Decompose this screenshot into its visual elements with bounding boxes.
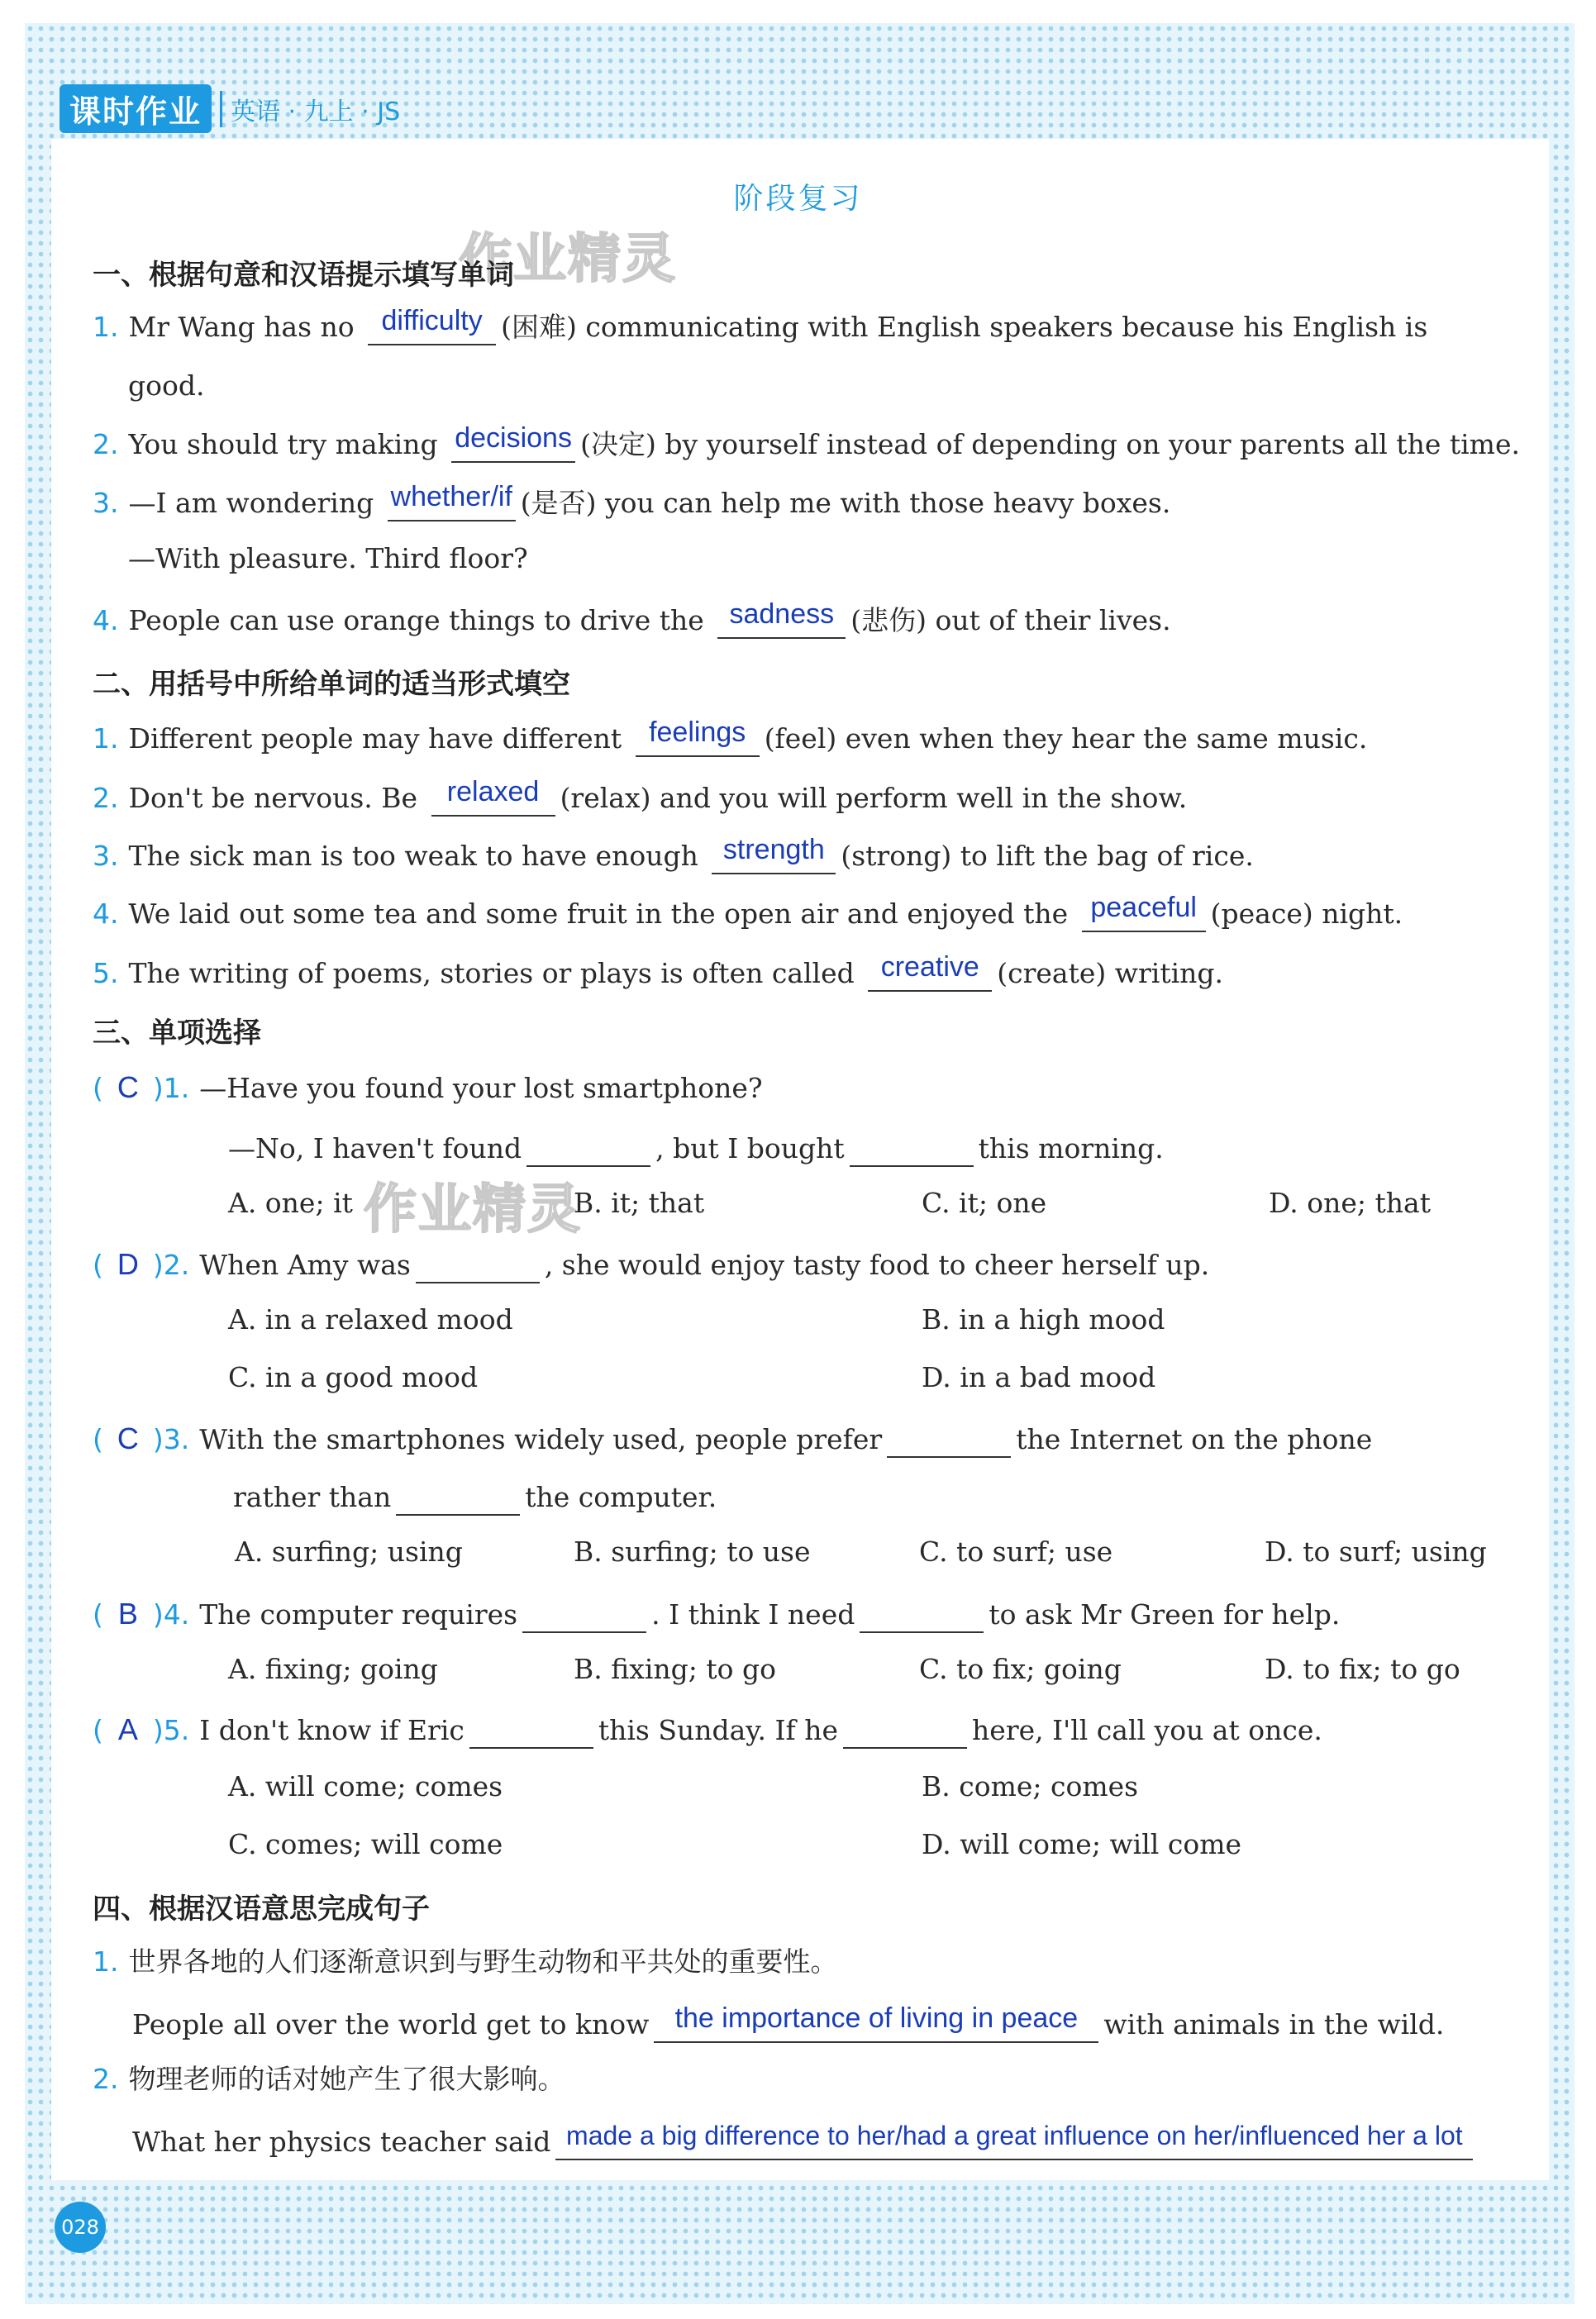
- question-number: 3.: [163, 1423, 190, 1455]
- item-text: (feel) even when they hear the same music.: [764, 722, 1368, 755]
- item-text: The writing of poems, stories or plays is often called: [128, 957, 855, 989]
- item-text: with animals in the wild.: [1103, 2008, 1445, 2040]
- question-text: —Have you found your lost smartphone?: [199, 1072, 763, 1104]
- item-text: Mr Wang has no: [128, 311, 355, 343]
- question-blank[interactable]: [850, 1127, 974, 1167]
- item-number: 2.: [93, 2063, 119, 2095]
- item-text: Different people may have different: [128, 722, 622, 755]
- option-b[interactable]: B. surfing; to use: [574, 1536, 811, 1568]
- s2-item-1: [93, 717, 1367, 757]
- item-text: you can help me with those heavy boxes.: [604, 487, 1171, 519]
- question-number: 4.: [163, 1598, 190, 1631]
- mc-question-2: ( D )2. When Amy was , she would enjoy tasty food to cheer herself up.: [93, 1244, 1209, 1283]
- item-number: 3.: [93, 840, 119, 872]
- option-c[interactable]: C. comes; will come: [228, 1828, 503, 1860]
- s1-item-1: [93, 306, 1427, 345]
- mc-question-4: ( B )4. The computer requires . I think I need to ask Mr Green for help.: [93, 1593, 1340, 1633]
- answer-blank[interactable]: [717, 599, 846, 639]
- item-text: (peace) night.: [1210, 898, 1403, 930]
- answer-blank[interactable]: [712, 835, 836, 874]
- option-d[interactable]: D. will come; will come: [922, 1828, 1242, 1860]
- answer-blank[interactable]: [654, 2003, 1098, 2043]
- watermark-top: 作业精灵: [459, 229, 677, 290]
- item-text: out of their lives.: [935, 604, 1171, 636]
- item-number: 1.: [93, 311, 119, 343]
- s4-item-2-chinese: [93, 2061, 565, 2098]
- option-c[interactable]: C. in a good mood: [228, 1361, 479, 1393]
- question-text: this Sunday. If he: [598, 1714, 839, 1746]
- item-number: 2.: [93, 428, 119, 460]
- item-hint: (悲伤): [850, 604, 927, 636]
- question-text: I don't know if Eric: [199, 1714, 465, 1746]
- mc-question-5: ( A )5. I don't know if Eric this Sunday. If he here, I'll call you at once.: [93, 1709, 1322, 1749]
- answer-blank[interactable]: [868, 952, 992, 992]
- item-text: What her physics teacher said: [132, 2126, 551, 2158]
- answer-text: sadness: [729, 598, 835, 630]
- option-a[interactable]: A. surfing; using: [235, 1536, 463, 1568]
- option-c[interactable]: C. to surf; use: [919, 1536, 1113, 1568]
- section2-heading: 二、用括号中所给单词的适当形式填空: [93, 668, 570, 701]
- header: [60, 84, 400, 133]
- answer-text: whether/if: [390, 481, 512, 512]
- item-text: (relax) and you will perform well in the show.: [560, 782, 1188, 814]
- question-text: the computer.: [525, 1481, 717, 1513]
- option-b[interactable]: B. in a high mood: [922, 1303, 1165, 1336]
- question-number: 2.: [163, 1249, 190, 1281]
- option-d[interactable]: D. in a bad mood: [922, 1361, 1156, 1393]
- choice-answer: D: [117, 1247, 139, 1281]
- question-blank[interactable]: [469, 1709, 593, 1749]
- question-blank[interactable]: [522, 1593, 646, 1633]
- mc-question-1: ( C )1. —Have you found your lost smartphone?: [93, 1070, 763, 1104]
- item-text: (strong) to lift the bag of rice.: [841, 840, 1254, 872]
- option-c[interactable]: C. to fix; going: [919, 1653, 1122, 1685]
- option-d[interactable]: D. to fix; to go: [1265, 1653, 1460, 1685]
- page-title: 阶段复习: [733, 182, 863, 216]
- answer-blank[interactable]: [431, 777, 555, 817]
- answer-blank[interactable]: [555, 2121, 1473, 2160]
- item-hint: (是否): [520, 487, 597, 519]
- question-text: , she would enjoy tasty food to cheer herself up.: [544, 1249, 1210, 1281]
- question-text: , but I bought: [655, 1132, 845, 1164]
- answer-text: peaceful: [1090, 892, 1197, 923]
- item-text: People can use orange things to drive the: [128, 604, 704, 636]
- question-text: the Internet on the phone: [1016, 1423, 1373, 1455]
- answer-text: difficulty: [381, 305, 483, 336]
- s4-item-2-english: [132, 2121, 1478, 2160]
- chinese-sentence: 物理老师的话对她产生了很大影响。: [128, 2063, 565, 2095]
- choice-answer: A: [117, 1712, 138, 1746]
- s4-item-1-chinese: [93, 1944, 838, 1980]
- item-text: (create) writing.: [997, 957, 1224, 989]
- answer-text: relaxed: [446, 776, 540, 807]
- answer-text: decisions: [455, 422, 572, 454]
- option-b[interactable]: B. come; comes: [922, 1770, 1139, 1802]
- header-divider: [220, 91, 222, 127]
- mc-question-3: ( C )3. With the smartphones widely used, people prefer the Internet on the phone: [93, 1418, 1372, 1458]
- question-text: to ask Mr Green for help.: [989, 1598, 1341, 1631]
- question-blank[interactable]: [396, 1476, 520, 1516]
- option-c[interactable]: C. it; one: [922, 1187, 1047, 1219]
- question-blank[interactable]: [526, 1127, 650, 1167]
- question-blank[interactable]: [843, 1709, 967, 1749]
- item-text: People all over the world get to know: [132, 2008, 650, 2040]
- choice-answer: C: [117, 1421, 139, 1455]
- choice-answer: C: [117, 1070, 139, 1104]
- s1-item-3: [93, 482, 1170, 521]
- item-number: 4.: [93, 604, 119, 636]
- item-number: 1.: [93, 722, 119, 755]
- option-a[interactable]: A. fixing; going: [228, 1653, 438, 1685]
- item-text: Don't be nervous. Be: [128, 782, 418, 814]
- option-b[interactable]: B. fixing; to go: [574, 1653, 777, 1685]
- s1-item-1-cont: good.: [128, 369, 205, 402]
- mc-question-1-line2: [228, 1127, 1164, 1167]
- option-d[interactable]: D. one; that: [1269, 1187, 1431, 1219]
- question-text: . I think I need: [651, 1598, 855, 1631]
- option-a[interactable]: A. one; it: [228, 1187, 353, 1219]
- item-number: 2.: [93, 782, 119, 814]
- s1-item-4: [93, 599, 1171, 639]
- item-hint: (困难): [501, 311, 577, 343]
- section1-heading: 一、根据句意和汉语提示填写单词: [93, 259, 514, 292]
- answer-text: feelings: [649, 717, 746, 748]
- item-hint: (决定): [580, 428, 656, 460]
- answer-text: made a big difference to her/had a great influence on her/influenced her a lot: [566, 2121, 1463, 2150]
- item-text: communicating with English speakers because his English is: [585, 311, 1428, 343]
- question-text: When Amy was: [199, 1249, 411, 1281]
- question-blank[interactable]: [416, 1244, 540, 1283]
- answer-blank[interactable]: [451, 423, 575, 463]
- question-number: 1.: [163, 1072, 190, 1104]
- mc-question-3-line2: [233, 1476, 717, 1516]
- option-a[interactable]: A. will come; comes: [228, 1770, 503, 1802]
- question-text: here, I'll call you at once.: [972, 1714, 1322, 1746]
- section3-heading: 三、单项选择: [93, 1017, 261, 1050]
- item-text: by yourself instead of depending on your parents all the time.: [665, 428, 1520, 460]
- answer-text: strength: [722, 834, 825, 865]
- question-number: 5.: [163, 1714, 190, 1746]
- item-text: You should try making: [128, 428, 438, 460]
- page-number: 028: [55, 2202, 106, 2253]
- book-subtitle: 英语 · 九上 · JS: [231, 97, 401, 126]
- item-text: We laid out some tea and some fruit in the open air and enjoyed the: [128, 898, 1069, 930]
- item-number: 3.: [93, 487, 119, 519]
- answer-blank[interactable]: [1082, 893, 1206, 932]
- item-text: The sick man is too weak to have enough: [128, 840, 698, 872]
- question-text: With the smartphones widely used, people prefer: [199, 1423, 883, 1455]
- s2-item-5: [93, 952, 1223, 992]
- s2-item-2: [93, 777, 1187, 817]
- option-d[interactable]: D. to surf; using: [1265, 1536, 1487, 1568]
- answer-blank[interactable]: [388, 482, 516, 521]
- question-text: —No, I haven't found: [228, 1132, 522, 1164]
- answer-blank[interactable]: [368, 306, 496, 345]
- answer-text: creative: [880, 951, 979, 983]
- s4-item-1-english: [132, 2003, 1444, 2043]
- brand-logo: 课时作业: [60, 84, 212, 133]
- question-text: this morning.: [978, 1132, 1164, 1164]
- answer-blank[interactable]: [636, 717, 760, 757]
- choice-answer: B: [117, 1597, 138, 1631]
- item-number: 4.: [93, 898, 119, 930]
- question-blank[interactable]: [887, 1418, 1011, 1458]
- item-number: 1.: [93, 1945, 119, 1978]
- question-text: The computer requires: [199, 1598, 518, 1631]
- answer-text: the importance of living in peace: [674, 2002, 1079, 2034]
- s1-item-3-cont: —With pleasure. Third floor?: [128, 542, 528, 574]
- section4-heading: 四、根据汉语意思完成句子: [93, 1893, 430, 1926]
- s2-item-3: [93, 835, 1254, 874]
- item-number: 5.: [93, 957, 119, 989]
- s2-item-4: [93, 893, 1403, 932]
- option-a[interactable]: A. in a relaxed mood: [228, 1303, 513, 1336]
- item-text: —I am wondering: [128, 487, 374, 519]
- question-blank[interactable]: [860, 1593, 984, 1633]
- option-b[interactable]: B. it; that: [574, 1187, 705, 1219]
- watermark-middle: 作业精灵: [364, 1179, 582, 1240]
- chinese-sentence: 世界各地的人们逐渐意识到与野生动物和平共处的重要性。: [128, 1945, 838, 1978]
- question-text: rather than: [233, 1481, 392, 1513]
- s1-item-2: [93, 423, 1520, 463]
